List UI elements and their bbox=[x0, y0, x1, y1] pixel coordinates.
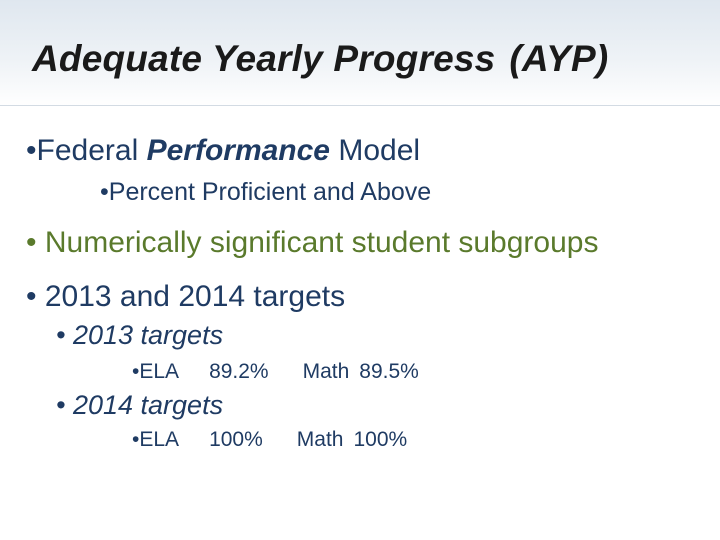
bullet-targets bbox=[26, 280, 345, 314]
ela-2013-label: ELA bbox=[139, 360, 180, 383]
bullet-marker: • bbox=[26, 280, 37, 313]
bullet-federal-model bbox=[26, 134, 420, 168]
math-2013-label: Math bbox=[302, 360, 350, 383]
sub-bullet-2014-targets bbox=[56, 390, 223, 421]
title-paren: (AYP) bbox=[509, 38, 609, 79]
proficient-text: Percent Proficient and Above bbox=[108, 178, 432, 206]
targets-text: 2013 and 2014 targets bbox=[44, 280, 346, 313]
federal-prefix: Federal bbox=[36, 134, 147, 167]
targets-2014-label: 2014 targets bbox=[72, 390, 224, 420]
targets-2013-values bbox=[132, 360, 419, 384]
bullet-marker: • bbox=[56, 320, 66, 350]
slide-title bbox=[32, 38, 608, 80]
ela-2014-label: ELA bbox=[139, 428, 180, 451]
bullet-marker: • bbox=[26, 134, 37, 167]
sub-bullet-2013-targets bbox=[56, 320, 223, 351]
math-2014-value: 100% bbox=[353, 428, 408, 451]
model-suffix: Model bbox=[330, 134, 421, 167]
performance-emphasis: Performance bbox=[146, 134, 330, 167]
subgroups-text: Numerically significant student subgroups bbox=[44, 226, 599, 259]
bullet-marker: • bbox=[132, 360, 140, 383]
targets-2013-label: 2013 targets bbox=[72, 320, 224, 350]
math-2014-label: Math bbox=[296, 428, 344, 451]
bullet-marker: • bbox=[100, 178, 109, 206]
targets-2014-values bbox=[132, 428, 407, 452]
title-main: Adequate Yearly Progress bbox=[32, 38, 496, 79]
ela-2014-value: 100% bbox=[209, 428, 263, 451]
ela-2013-value: 89.2% bbox=[209, 360, 269, 383]
bullet-subgroups bbox=[26, 226, 598, 260]
bullet-marker: • bbox=[132, 428, 140, 451]
sub-bullet-proficient bbox=[100, 178, 431, 207]
bullet-marker: • bbox=[26, 226, 37, 259]
math-2013-value: 89.5% bbox=[359, 360, 419, 383]
bullet-marker: • bbox=[56, 390, 66, 420]
